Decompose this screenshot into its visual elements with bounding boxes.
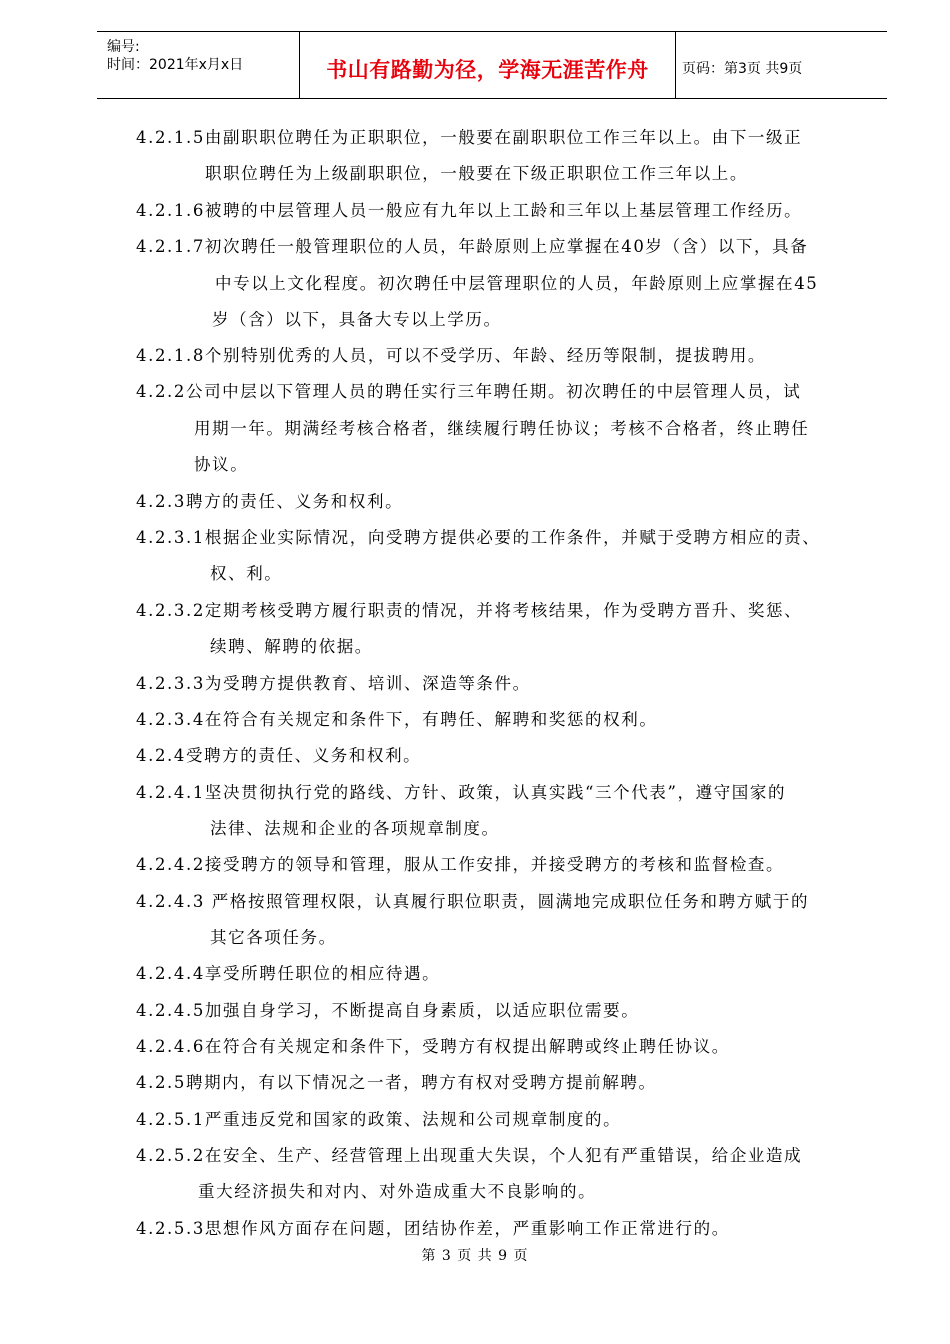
clause-line: 中专以上文化程度。初次聘任中层管理职位的人员，年龄原则上应掌握在45 [215,274,819,293]
header-meta-cell [97,32,300,98]
clause-line: 协议。 [194,455,249,474]
header-motto: 书山有路勤为径，学海无涯苦作舟 [326,58,649,82]
clause-line: 4.2.3.1根据企业实际情况，向受聘方提供必要的工作条件，并赋于受聘方相应的责、 [136,528,821,547]
clause-line: 4.2.4.5加强自身学习，不断提高自身素质，以适应职位需要。 [136,1001,640,1020]
clause-line: 4.2.5.3思想作风方面存在问题，团结协作差，严重影响工作正常进行的。 [136,1219,730,1238]
clause-line: 4.2.5聘期内，有以下情况之一者，聘方有权对受聘方提前解聘。 [136,1073,657,1092]
clause-line: 4.2.3.2定期考核受聘方履行职责的情况，并将考核结果，作为受聘方晋升、奖惩、 [136,601,803,620]
clause-line: 职职位聘任为上级副职职位，一般要在下级正职职位工作三年以上。 [205,164,748,183]
clause-line: 4.2.3聘方的责任、义务和权利。 [136,492,404,511]
clause-line: 4.2.1.8个别特别优秀的人员，可以不受学历、年龄、经历等限制，提拔聘用。 [136,346,767,365]
clause-line: 4.2.4.4享受所聘任职位的相应待遇。 [136,964,441,983]
document-header [97,31,887,99]
clause-line: 重大经济损失和对内、对外造成重大不良影响的。 [198,1182,597,1201]
clause-line: 4.2.5.1严重违反党和国家的政策、法规和公司规章制度的。 [136,1110,622,1129]
clause-line: 4.2.1.6被聘的中层管理人员一般应有九年以上工龄和三年以上基层管理工作经历。 [136,201,803,220]
clause-line: 4.2.4受聘方的责任、义务和权利。 [136,746,422,765]
page-number-info: 页码：第3页 共9页 [682,61,803,77]
clause-line: 4.2.1.7初次聘任一般管理职位的人员，年龄原则上应掌握在40岁（含）以下，具备 [136,237,809,256]
clause-line: 权、利。 [210,564,283,583]
header-page-cell [676,32,887,98]
clause-line: 4.2.4.2接受聘方的领导和管理，服从工作安排，并接受聘方的考核和监督检查。 [136,855,785,874]
clause-line: 4.2.4.6在符合有关规定和条件下，受聘方有权提出解聘或终止聘任协议。 [136,1037,730,1056]
clause-line: 4.2.4.1坚决贯彻执行党的路线、方针、政策，认真实践“三个代表”，遵守国家的 [136,783,787,802]
serial-number-label: 编号: [107,39,140,55]
clause-line: 续聘、解聘的依据。 [210,637,373,656]
page-footer: 第 3 页 共 9 页 [421,1248,529,1264]
clause-line: 用期一年。期满经考核合格者，继续履行聘任协议；考核不合格者，终止聘任 [194,419,810,438]
clause-line: 4.2.3.4在符合有关规定和条件下，有聘任、解聘和奖惩的权利。 [136,710,658,729]
clause-line: 4.2.1.5由副职职位聘任为正职职位，一般要在副职职位工作三年以上。由下一级正 [136,128,803,147]
clause-line: 4.2.5.2在安全、生产、经营管理上出现重大失误，个人犯有严重错误，给企业造成 [136,1146,803,1165]
clause-line: 岁（含）以下，具备大专以上学历。 [212,310,502,329]
clause-line: 法律、法规和企业的各项规章制度。 [210,819,500,838]
date-label: 时间：2021年x月x日 [107,57,244,73]
header-motto-cell [300,32,676,98]
clause-line: 其它各项任务。 [210,928,337,947]
clause-line: 4.2.3.3为受聘方提供教育、培训、深造等条件。 [136,674,531,693]
clause-line: 4.2.4.3 严格按照管理权限，认真履行职位职责，圆满地完成职位任务和聘方赋于的 [136,892,810,911]
clause-line: 4.2.2公司中层以下管理人员的聘任实行三年聘任期。初次聘任的中层管理人员，试 [136,382,802,401]
